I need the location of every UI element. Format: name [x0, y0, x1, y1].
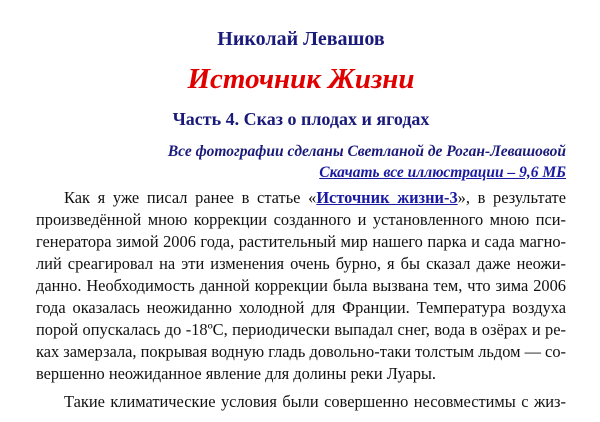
document-page	[36, 28, 566, 413]
paragraph-line: Такие климатические условия были совершенно несовместимы с жиз-	[64, 392, 566, 411]
download-line	[36, 163, 566, 183]
text-span: », в результате	[457, 188, 566, 207]
text-span: Как я уже писал ранее в статье «	[64, 188, 317, 207]
paragraph-line: порой опускалась до -18ºС, периодически выпадал снег, вода в озёрах и ре-	[36, 320, 566, 339]
paragraph-line: ках замерзала, покрывая водную гладь довольно-таки толстым льдом — со-	[36, 342, 566, 361]
author-name: Николай Левашов	[217, 28, 385, 50]
paragraph-line: вершенно неожиданное явление для долины реки Луары.	[36, 364, 437, 383]
article-link[interactable]: Источник жизни-3	[316, 188, 458, 207]
paragraph-line	[36, 187, 566, 209]
photos-credit: Все фотографии сделаны Светланой де Роган-Левашовой	[167, 143, 566, 160]
paragraph-line: года оказалась неожиданно холодной для Франции. Температура воздуха	[36, 298, 566, 317]
paragraph-line: лий среагировал на эти изменения очень бурно, я бы сказал даже неожи-	[36, 254, 566, 273]
part-heading: Часть 4. Сказ о плодах и ягодах	[172, 109, 430, 129]
download-illustrations-link[interactable]: Скачать все иллюстрации – 9,6 МБ	[319, 164, 566, 181]
paragraph-line: произведённой мною коррекции созданного и установленного мною пси-	[36, 210, 566, 229]
paragraph-2	[36, 391, 566, 413]
page-title: Источник Жизни	[187, 63, 415, 95]
paragraph-line: данно. Необходимость данной коррекции была вызвана тем, что зима 2006	[36, 276, 566, 295]
paragraph-1	[36, 187, 566, 385]
paragraph-line: генератора зимой 2006 года, растительный мир нашего парка и сада магно-	[36, 232, 566, 251]
